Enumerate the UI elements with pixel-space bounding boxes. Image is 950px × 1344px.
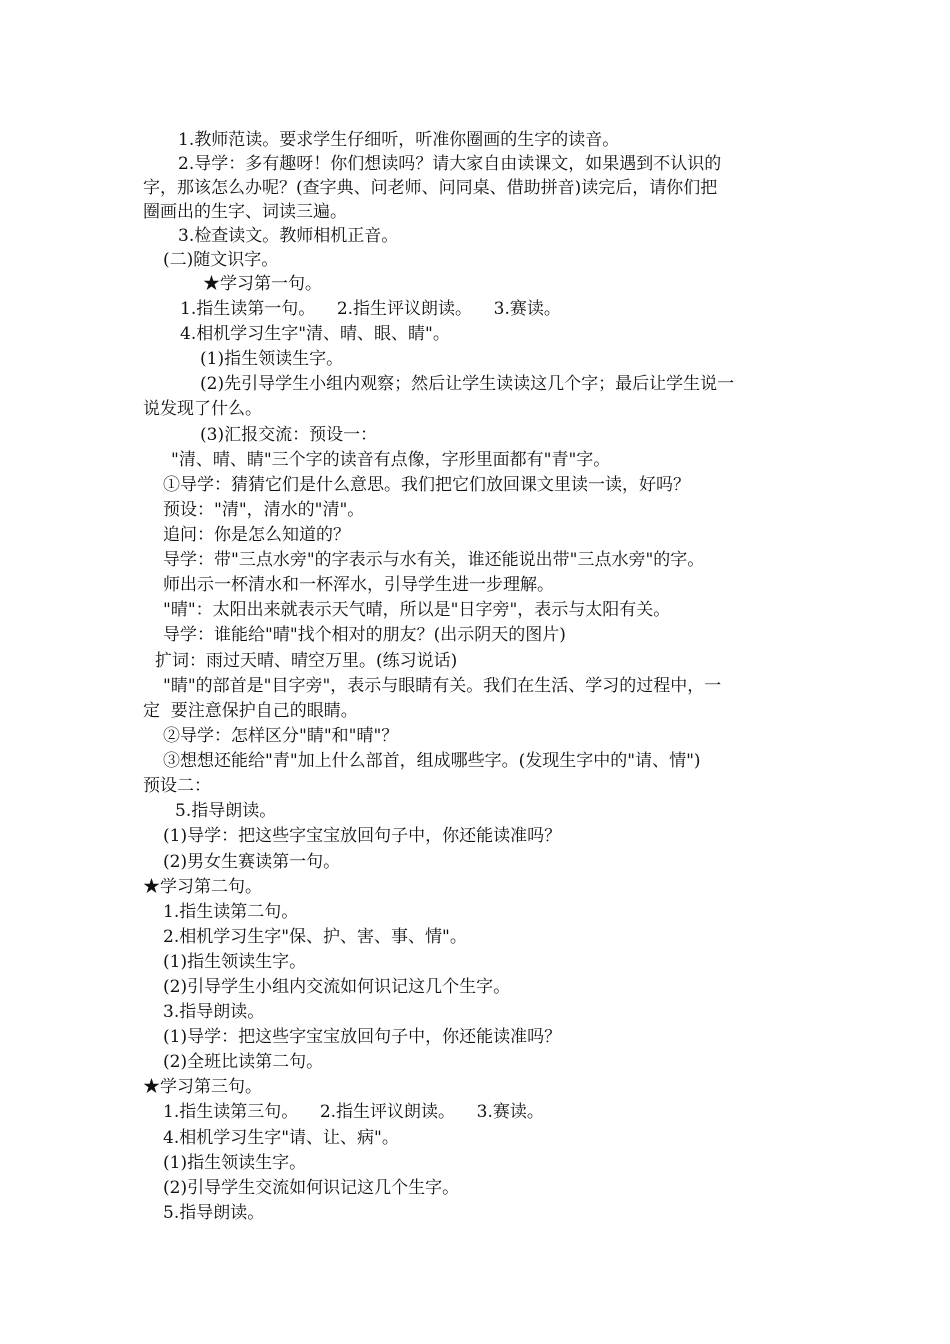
subsection-heading: ★学习第三句。 [143, 1077, 262, 1097]
text-line: (3)汇报交流：预设一： [200, 425, 378, 445]
text-line: 导学：谁能给"晴"找个相对的朋友？(出示阴天的图片) [163, 625, 566, 645]
text-line: 4.相机学习生字"请、让、病"。 [163, 1128, 399, 1148]
text-line: (2)引导学生交流如何识记这几个生字。 [163, 1178, 460, 1198]
text-line: 扩词：雨过天晴、晴空万里。(练习说话) [155, 651, 458, 671]
text-line: 5.指导朗读。 [175, 801, 277, 821]
text-line: 4.相机学习生字"清、晴、眼、睛"。 [180, 324, 450, 344]
text-line: 2.相机学习生字"保、护、害、事、情"。 [163, 927, 467, 947]
text-line: 2.导学：多有趣呀！你们想读吗？请大家自由读课文，如果遇到不认识的 [178, 154, 722, 174]
text-line: 师出示一杯清水和一杯浑水，引导学生进一步理解。 [163, 575, 554, 595]
text-line: 圈画出的生字、词读三遍。 [143, 202, 347, 222]
text-line: (2)全班比读第二句。 [163, 1052, 324, 1072]
text-line: ③想想还能给"青"加上什么部首，组成哪些字。(发现生字中的"请、情") [163, 751, 701, 771]
section-heading: (二)随文识字。 [163, 250, 279, 270]
subsection-heading: ★学习第一句。 [203, 274, 322, 294]
text-line: 导学：带"三点水旁"的字表示与水有关，谁还能说出带"三点水旁"的字。 [163, 550, 705, 570]
text-line: ②导学：怎样区分"睛"和"晴"？ [163, 726, 399, 746]
text-line: (1)导学：把这些字宝宝放回句子中，你还能读准吗？ [163, 826, 562, 846]
text-line: 1.指生读第一句。 2.指生评议朗读。 3.赛读。 [180, 299, 561, 319]
text-line: 定 要注意保护自己的眼睛。 [143, 701, 358, 721]
text-line: (2)先引导学生小组内观察；然后让学生读读这几个字；最后让学生说一 [200, 374, 735, 394]
text-line: (1)指生领读生字。 [163, 1153, 307, 1173]
text-line: 5.指导朗读。 [163, 1203, 265, 1223]
text-line: 说发现了什么。 [143, 399, 262, 419]
text-line: (1)导学：把这些字宝宝放回句子中，你还能读准吗？ [163, 1027, 562, 1047]
text-line: 3.检查读文。教师相机正音。 [178, 226, 399, 246]
text-line: (1)指生领读生字。 [200, 349, 344, 369]
text-line: 字，那该怎么办呢？(查字典、问老师、问同桌、借助拼音)读完后，请你们把 [143, 178, 718, 198]
text-line: 3.指导朗读。 [163, 1002, 265, 1022]
text-line: 预设二： [143, 776, 211, 796]
text-line: 预设："清"，清水的"清"。 [163, 500, 365, 520]
text-line: "睛"的部首是"目字旁"，表示与眼睛有关。我们在生活、学习的过程中，一 [163, 676, 722, 696]
text-line: (2)男女生赛读第一句。 [163, 852, 341, 872]
subsection-heading: ★学习第二句。 [143, 877, 262, 897]
text-line: 追问：你是怎么知道的？ [163, 525, 350, 545]
text-line: "晴"：太阳出来就表示天气晴，所以是"日字旁"，表示与太阳有关。 [163, 600, 671, 620]
text-line: (1)指生领读生字。 [163, 952, 307, 972]
text-line: 1.指生读第二句。 [163, 902, 299, 922]
text-line: (2)引导学生小组内交流如何识记这几个生字。 [163, 977, 511, 997]
text-line: 1.指生读第三句。 2.指生评议朗读。 3.赛读。 [163, 1102, 544, 1122]
text-line: ①导学：猜猜它们是什么意思。我们把它们放回课文里读一读，好吗？ [163, 475, 690, 495]
text-line: "清、晴、睛"三个字的读音有点像，字形里面都有"青"字。 [171, 450, 611, 470]
text-line: 1.教师范读。要求学生仔细听，听准你圈画的生字的读音。 [178, 130, 620, 150]
